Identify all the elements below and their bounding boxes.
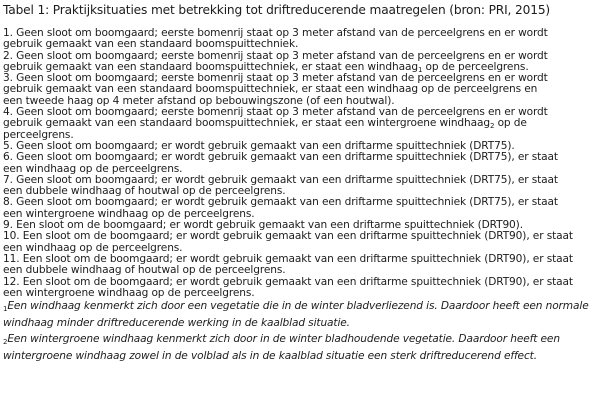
- item-line: 6. Geen sloot om boomgaard; er wordt gebruik gemaakt van een driftarme spuittechniek (DRT75), er staat: [3, 151, 558, 164]
- item-line: 11. Een sloot om de boomgaard; er wordt gebruik gemaakt van een driftarme spuittechniek (DRT90), er staat: [3, 252, 573, 265]
- item-line: gebruik gemaakt van een standaard boomspuittechniek, er staat een windhaag op de perceelgrens en: [3, 83, 538, 96]
- item-text: gebruik gemaakt van een standaard boomspuittechniek, er staat een wintergroene windhaag: [3, 117, 490, 130]
- item-line: 10. Een sloot om de boomgaard; er wordt gebruik gemaakt van een driftarme spuittechniek (DRT90), er staat: [3, 230, 573, 243]
- footnote-mark: 1: [3, 305, 8, 314]
- item-line: een dubbele windhaag of houtwal op de perceelgrens.: [3, 264, 286, 277]
- footnote-line: [3, 333, 603, 346]
- footnote-line: [3, 300, 603, 313]
- item-line: 9. Een sloot om de boomgaard; er wordt gebruik gemaakt van een driftarme spuittechniek (DRT90).: [3, 219, 523, 232]
- list-item: [3, 152, 603, 175]
- item-line: een wintergroene windhaag op de perceelgrens.: [3, 207, 255, 220]
- table-title: Tabel 1: Praktijksituaties met betrekking tot driftreducerende maatregelen (bron: PRI, 2015): [3, 3, 551, 17]
- item-line: 8. Geen sloot om boomgaard; er wordt gebruik gemaakt van een driftarme spuittechniek (DRT75), er staat: [3, 196, 558, 209]
- footnote: [3, 333, 603, 362]
- item-line: een windhaag op de perceelgrens.: [3, 162, 183, 175]
- list-item: [3, 28, 603, 51]
- list-item: [3, 254, 603, 277]
- footnote-line: windhaag minder driftreducerende werking in de kaalblad situatie.: [3, 316, 350, 329]
- footnote-text: Een wintergroene windhaag kenmerkt zich door in de winter bladhoudende vegetatie. Daardoor heeft een: [7, 333, 560, 346]
- footnote-ref: 2: [489, 122, 495, 131]
- list-item: [3, 107, 603, 141]
- list-item: [3, 51, 603, 74]
- item-line: 3. Geen sloot om boomgaard; eerste bomenrij staat op 3 meter afstand van de perceelgrens en er wordt: [3, 72, 548, 85]
- item-line: 2. Geen sloot om boomgaard; eerste bomenrij staat op 3 meter afstand van de perceelgrens en er wordt: [3, 49, 548, 62]
- list-item: [3, 197, 603, 220]
- item-line: 4. Geen sloot om boomgaard; eerste bomenrij staat op 3 meter afstand van de perceelgrens en er wordt: [3, 106, 548, 119]
- list-item: [3, 175, 603, 198]
- item-line: perceelgrens.: [3, 128, 74, 141]
- item-line: 1. Geen sloot om boomgaard; eerste bomenrij staat op 3 meter afstand van de perceelgrens en er wordt: [3, 27, 548, 39]
- item-text: op de: [494, 117, 527, 130]
- footnote-ref: 1: [417, 65, 423, 74]
- item-line: 5. Geen sloot om boomgaard; er wordt gebruik gemaakt van een driftarme spuittechniek (DRT75).: [3, 139, 515, 152]
- list-item: [3, 231, 603, 254]
- list-item: [3, 73, 603, 107]
- situation-list: [3, 28, 603, 299]
- item-line: een tweede haag op 4 meter afstand op bebouwingszone (of een houtwal).: [3, 94, 395, 107]
- item-line: een windhaag op de perceelgrens.: [3, 241, 183, 254]
- item-line: [3, 118, 603, 129]
- footnote: [3, 300, 603, 329]
- item-line: gebruik gemaakt van een standaard boomspuittechniek.: [3, 38, 299, 51]
- item-line: 7. Geen sloot om boomgaard; er wordt gebruik gemaakt van een driftarme spuittechniek (DRT75), er staat: [3, 173, 558, 186]
- footnote-line: wintergroene windhaag zowel in de volblad als in de kaalblad situatie een sterk driftreducerend effect.: [3, 349, 537, 362]
- footnote-mark: 2: [3, 338, 8, 347]
- footnotes: [3, 300, 603, 362]
- item-line: een wintergroene windhaag op de perceelgrens.: [3, 286, 255, 299]
- footnote-text: Een windhaag kenmerkt zich door een vegetatie die in de winter bladverliezend is. Daardoor heeft een normale: [7, 300, 589, 313]
- list-item: [3, 277, 603, 300]
- item-text: gebruik gemaakt van een standaard boomspuittechniek, er staat een windhaag: [3, 60, 418, 73]
- item-text: op de perceelgrens.: [422, 60, 529, 73]
- item-line: 12. Een sloot om de boomgaard; er wordt gebruik gemaakt van een driftarme spuittechniek (DRT90), er staat: [3, 275, 573, 288]
- item-line: een dubbele windhaag of houtwal op de perceelgrens.: [3, 185, 286, 198]
- document-page: [3, 2, 603, 418]
